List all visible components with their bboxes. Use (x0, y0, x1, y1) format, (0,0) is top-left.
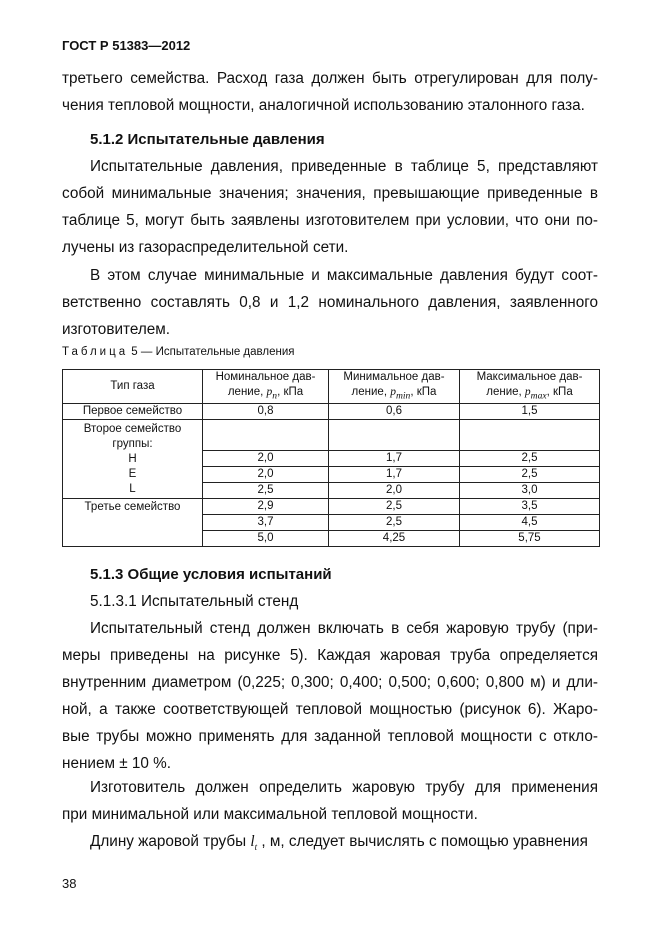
table-row (63, 404, 600, 420)
table-cell: 2,5 (460, 451, 600, 467)
table-cell: 4,5 (460, 515, 600, 531)
symbol: p (266, 386, 273, 398)
table-cell: 2,5 (203, 483, 329, 499)
group-h: H (128, 453, 137, 466)
text-line: нением ± 10 %. (62, 755, 171, 772)
table-cell: 2,0 (203, 451, 329, 467)
text-line: вые трубы можно применять для заданной тепловой мощности с откло- (62, 728, 598, 745)
header-text: ление, (486, 386, 525, 398)
text-line: третьего семейства. Расход газа должен быть отрегулирован для полу- (62, 70, 598, 87)
text-line: внутренним диаметром (0,225; 0,300; 0,400; 0,500; 0,600; 0,800 м) и дли- (62, 674, 598, 691)
text-fragment: , м, следует вычислять с помощью уравнения (257, 833, 588, 850)
header-text: ление, (351, 386, 391, 398)
table-cell: 2,5 (460, 467, 600, 483)
symbol: p (524, 386, 531, 398)
table-cell: 5,75 (460, 531, 600, 547)
table-cell: 1,7 (329, 451, 460, 467)
text-line: собой минимальные значения; значения, превышающие приведенные в (62, 185, 598, 202)
table-cell: 1,7 (329, 467, 460, 483)
groups-label: группы: (112, 438, 153, 451)
text-line: изготовителем. (62, 321, 171, 338)
header-min-pressure (329, 370, 460, 404)
table-cell: 0,6 (329, 404, 460, 420)
symbol-subscript: min (395, 390, 411, 402)
paragraph-continuation (62, 65, 598, 119)
table-cell: 3,0 (460, 483, 600, 499)
header-unit: , кПа (277, 386, 304, 398)
table-cell-empty (329, 420, 460, 451)
subsection-heading: 5.1.3.1 Испытательный стенд (90, 593, 299, 610)
table-cell: 3,7 (203, 515, 329, 531)
header-text: Номинальное дав- (215, 371, 316, 383)
table-caption-title: 5 — Испытательные давления (128, 346, 295, 358)
second-family-label: Второе семейство (83, 423, 182, 436)
table-cell: 2,5 (329, 499, 460, 515)
text-line: Испытательные давления, приведенные в таблице 5, представляют (90, 158, 598, 175)
header-max-pressure (460, 370, 600, 404)
text-line: Испытательный стенд должен включать в себя жаровую трубу (при- (90, 620, 598, 637)
table-cell: 4,25 (329, 531, 460, 547)
table-cell: 1,5 (460, 404, 600, 420)
text-line: таблице 5, могут быть заявлены изготовителем при условии, что они по- (62, 212, 598, 229)
section-heading-5-1-2: 5.1.2 Испытательные давления (90, 131, 325, 148)
table-cell: 5,0 (203, 531, 329, 547)
cell-third-family: Третье семейство (63, 499, 203, 547)
paragraph-tube-length (62, 828, 598, 855)
text-line: ветственно составлять 0,8 и 1,2 номинального давления, заявленного (62, 294, 598, 311)
symbol-subscript: t (254, 842, 258, 853)
header-text: Минимальное дав- (343, 371, 445, 383)
text-line: В этом случае минимальные и максимальные давления будут соот- (90, 267, 598, 284)
table-cell: 2,5 (329, 515, 460, 531)
document-header: ГОСТ Р 51383—2012 (62, 38, 191, 53)
header-unit: , кПа (546, 386, 573, 398)
header-gas-type: Тип газа (63, 370, 203, 404)
table-cell-empty (203, 420, 329, 451)
symbol-subscript: max (530, 390, 547, 402)
section-heading-5-1-3: 5.1.3 Общие условия испытаний (90, 566, 332, 583)
paragraph-test-stand (62, 615, 598, 777)
table-header-row (63, 370, 600, 404)
text-fragment: Длину жаровой трубы (90, 833, 251, 850)
header-text: ление, (227, 386, 267, 398)
test-pressures-table (62, 369, 600, 547)
table-cell: 2,0 (203, 467, 329, 483)
table-cell-empty (460, 420, 600, 451)
cell-first-family: Первое семейство (63, 404, 203, 420)
group-l: L (129, 483, 136, 496)
text-line: чения тепловой мощности, аналогичной использованию эталонного газа. (62, 97, 585, 114)
table-cell: 2,0 (329, 483, 460, 499)
table-caption (62, 346, 294, 358)
text-line: Изготовитель должен определить жаровую трубу для применения (90, 779, 598, 796)
text-line (62, 828, 598, 855)
table-caption-prefix: Таблица (62, 346, 129, 358)
page-number: 38 (62, 876, 77, 891)
header-unit: , кПа (410, 386, 437, 398)
paragraph-test-pressures (62, 153, 598, 261)
table-cell: 2,9 (203, 499, 329, 515)
text-line: ной, а также соответствующей тепловой мощностью (рисунок 6). Жаро- (62, 701, 598, 718)
paragraph-min-max (62, 262, 598, 343)
group-e: E (128, 468, 137, 481)
table-cell: 0,8 (203, 404, 329, 420)
table-row (63, 420, 600, 451)
text-line: лучены из газораспределительной сети. (62, 239, 349, 256)
symbol-subscript: n (272, 390, 278, 402)
header-text: Максимальное дав- (476, 371, 583, 383)
header-nominal-pressure (203, 370, 329, 404)
table-cell: 3,5 (460, 499, 600, 515)
subsection-5-1-3-1 (62, 588, 598, 615)
symbol: l (250, 833, 255, 850)
symbol: p (390, 386, 396, 398)
text-line: при минимальной или максимальной тепловой мощности. (62, 806, 478, 823)
table-row (63, 499, 600, 515)
paragraph-manufacturer (62, 774, 598, 828)
cell-second-family (63, 420, 203, 499)
text-line: меры приведены на рисунке 5). Каждая жаровая труба определяется (62, 647, 598, 664)
